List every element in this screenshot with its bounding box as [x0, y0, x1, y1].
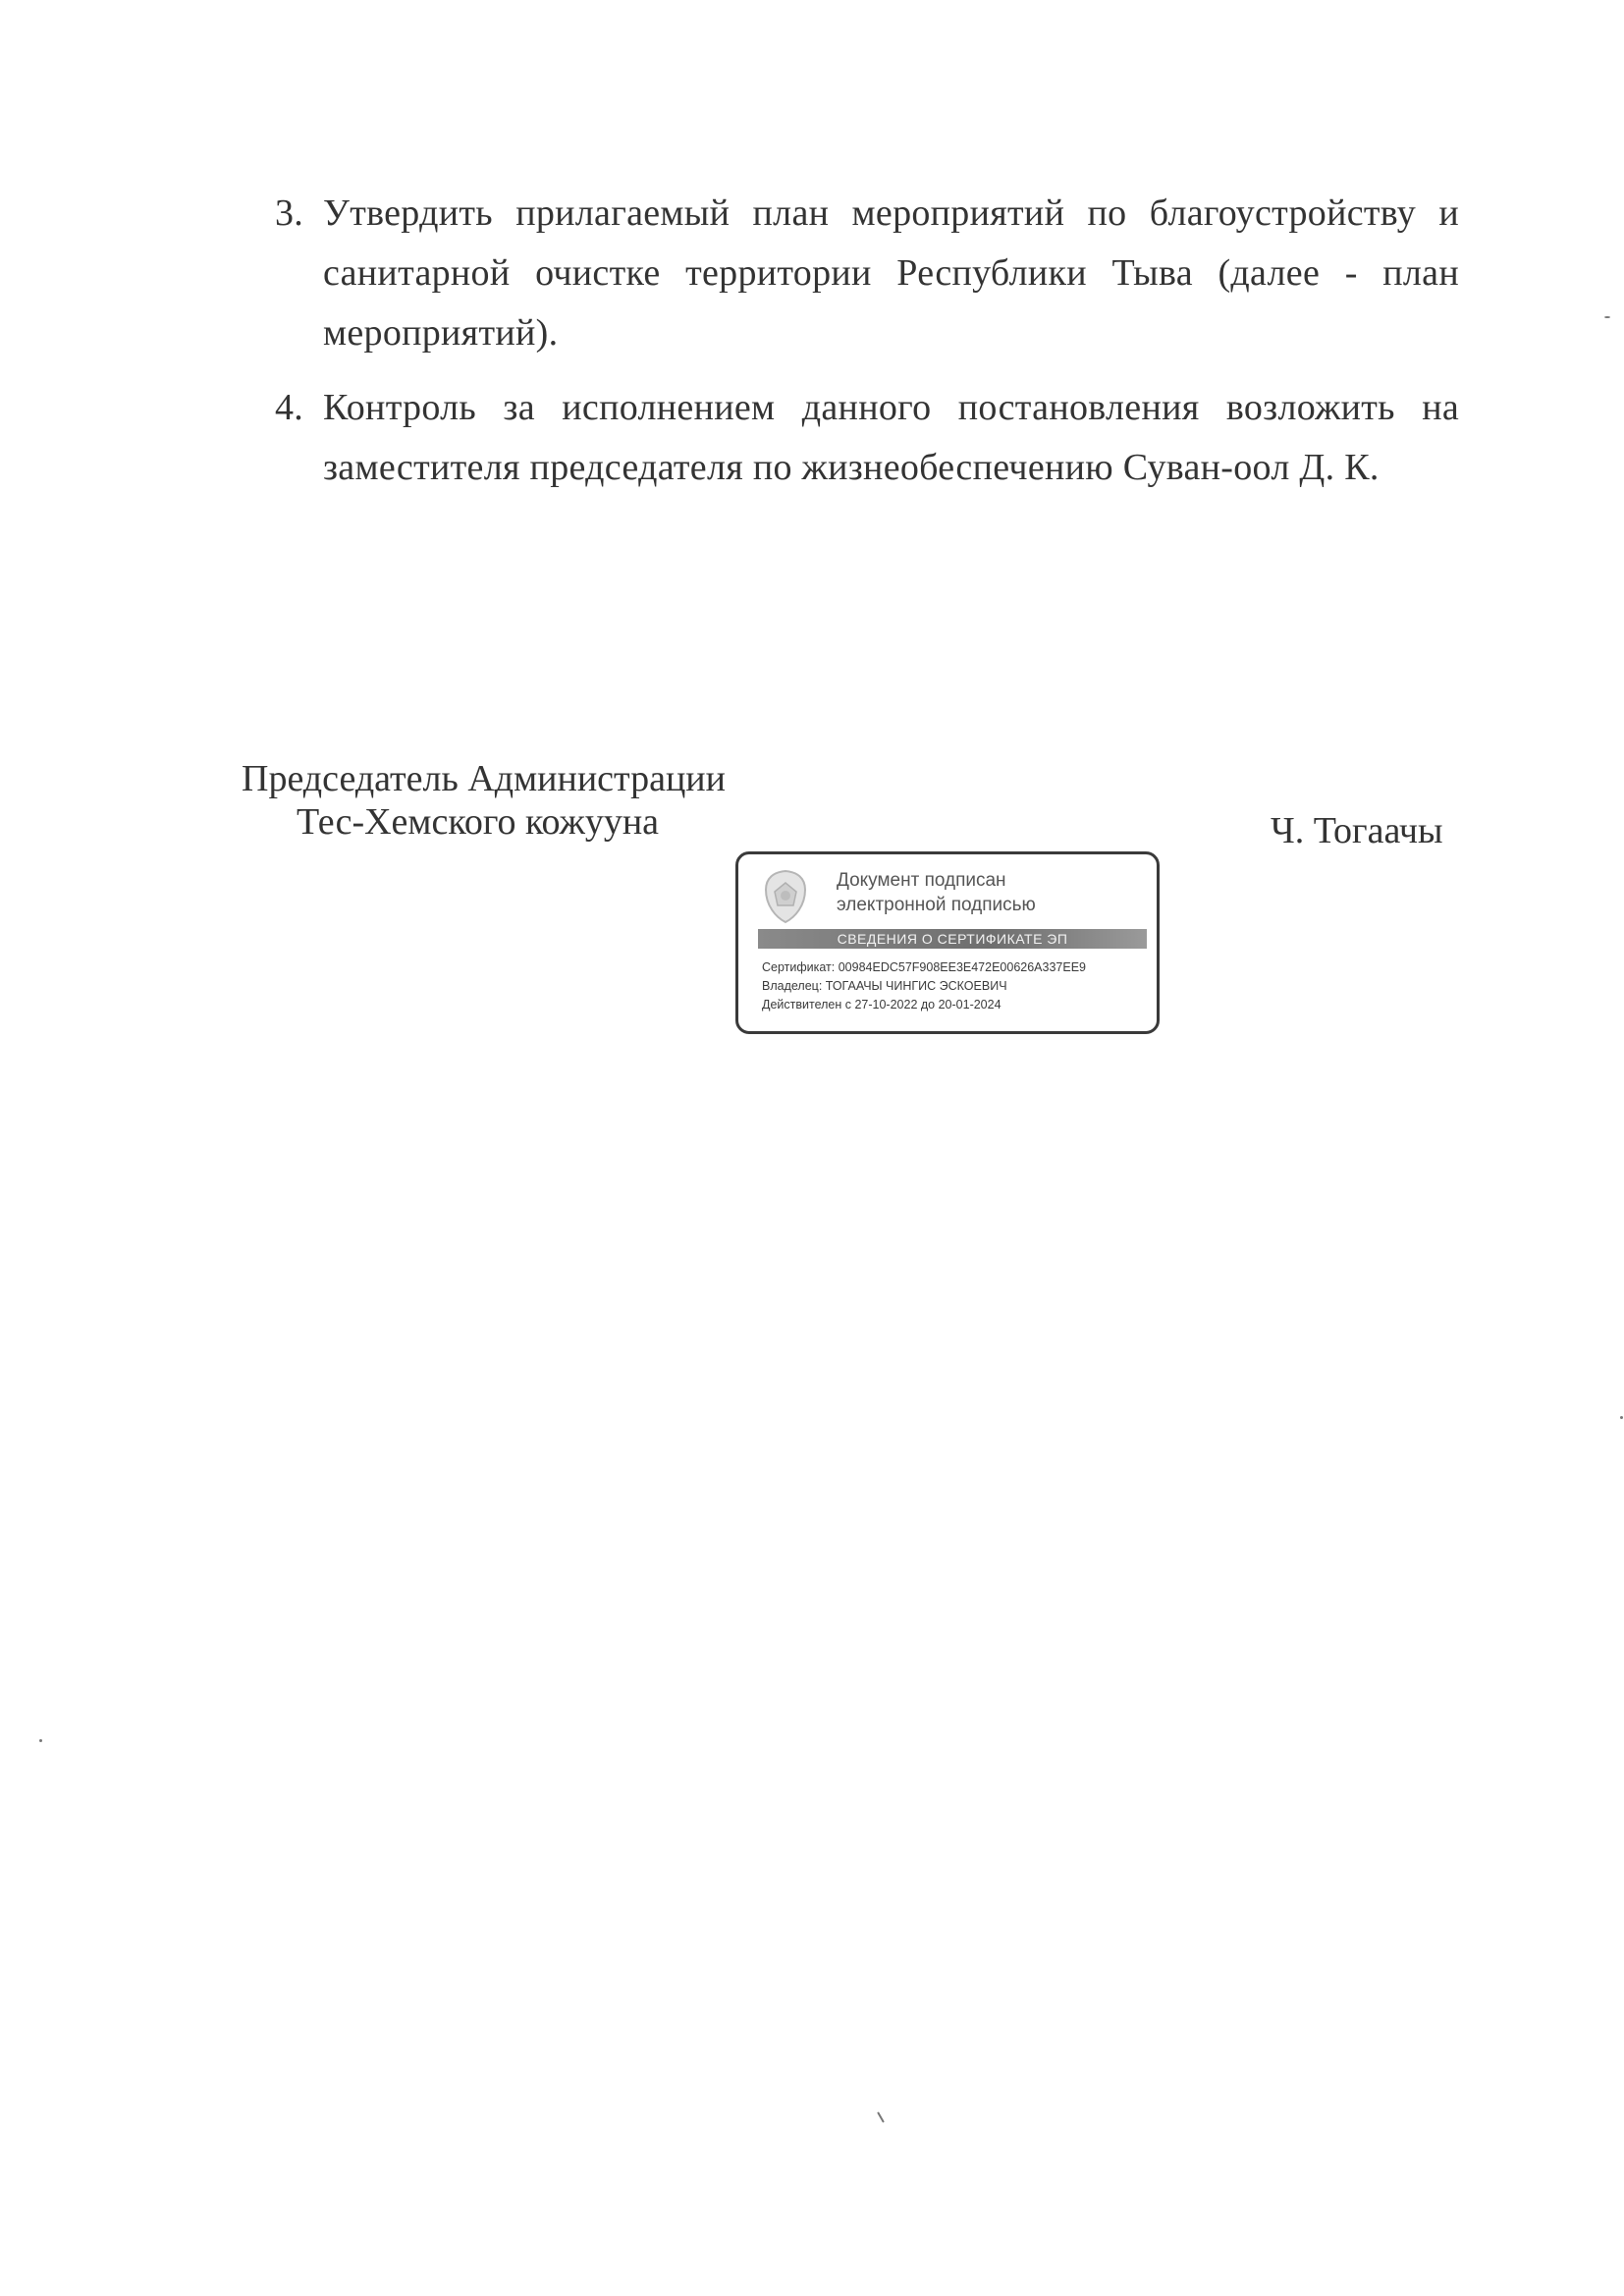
stamp-heading: [837, 868, 1036, 917]
list-item: [275, 378, 1459, 498]
stamp-heading-line2: электронной подписью: [837, 895, 1036, 915]
scan-speck: [39, 1739, 42, 1742]
list-item-text: Утвердить прилагаемый план мероприятий по благоустройству и санитарной очистке территории Республики Тыва (далее - план мероприятий).: [323, 192, 1459, 354]
stamp-certificate: Сертификат: 00984EDC57F908EE3E472E00626A337EE9: [762, 960, 1087, 974]
scan-speck: [1604, 316, 1610, 318]
stamp-owner: Владелец: ТОГААЧЫ ЧИНГИС ЭСКОЕВИЧ: [762, 979, 1007, 993]
electronic-signature-stamp: [735, 851, 1160, 1034]
list-item: [275, 184, 1459, 363]
list-item-text: Контроль за исполнением данного постановления возложить на заместителя председателя по жизнеобеспечению Суван-оол Д. К.: [323, 387, 1459, 488]
scan-speck: [1620, 1416, 1623, 1419]
stamp-certificate-bar: СВЕДЕНИЯ О СЕРТИФИКАТЕ ЭП: [758, 929, 1147, 949]
signatory-name: Ч. Тогаачы: [1271, 810, 1443, 851]
stamp-heading-line1: Документ подписан: [837, 870, 1006, 891]
coat-of-arms-icon: [760, 868, 811, 925]
stamp-validity: Действителен с 27-10-2022 до 20-01-2024: [762, 998, 1001, 1011]
stamp-details: [762, 958, 1086, 1014]
scan-speck: [877, 2111, 885, 2122]
signatory-title: [242, 757, 726, 844]
signatory-title-line1: Председатель Администрации: [242, 758, 726, 799]
signatory-title-line2: Тес-Хемского кожууна: [297, 801, 660, 843]
list-item-number: 4.: [275, 387, 304, 428]
list-item-number: 3.: [275, 192, 304, 234]
